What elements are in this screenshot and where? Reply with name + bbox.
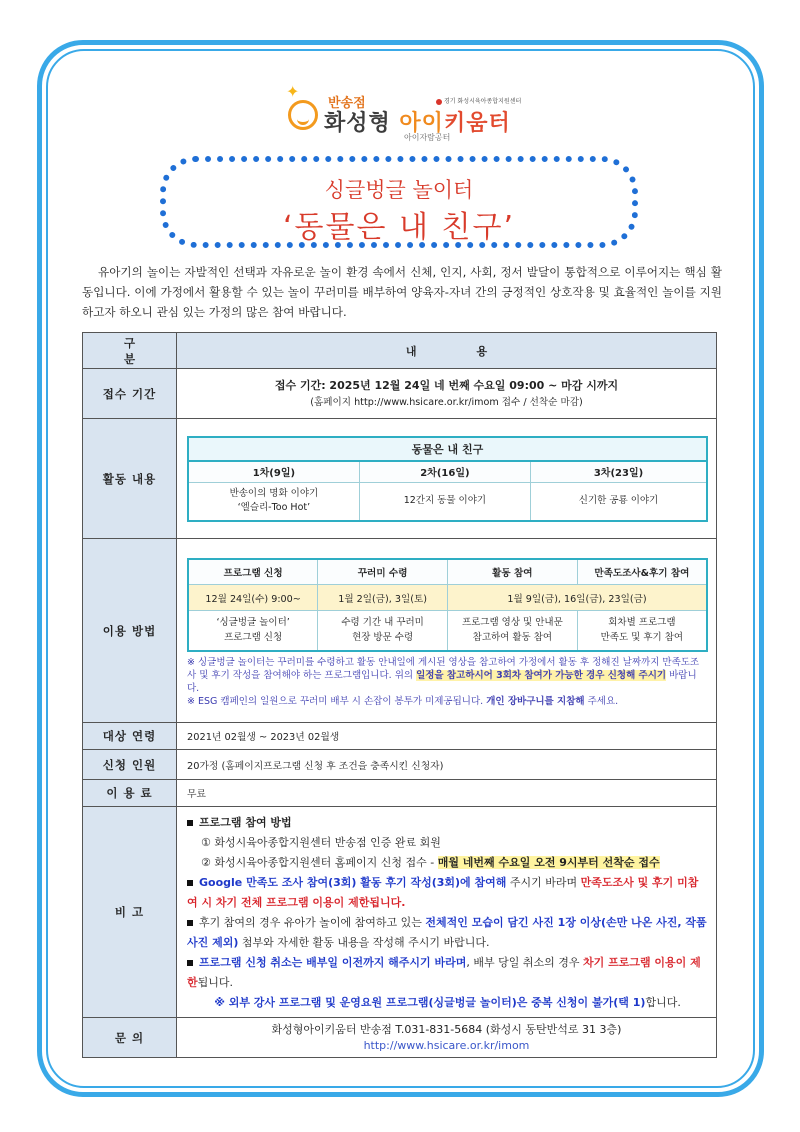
intro-paragraph: [82, 262, 722, 322]
remark-1-2-a: ② 화성시육아종합지원센터 홈페이지 신청 접수 -: [201, 856, 438, 869]
fee-row: [83, 780, 717, 807]
remark-1-2: [187, 853, 708, 873]
remark-5: [187, 993, 708, 1013]
usage-desc-4-b: 만족도 및 후기 참여: [600, 632, 684, 644]
activity-cell-1: [188, 483, 359, 521]
usage-desc-3-a: 프로그램 영상 및 안내문: [461, 617, 563, 629]
remark-4-b: , 배부 당일 취소의 경우: [466, 956, 583, 969]
title-big: ‘동물은 내 친구’: [282, 210, 516, 245]
table-header-row: [83, 333, 717, 369]
usage-desc-3-b: 참고하여 활동 참여: [472, 632, 553, 644]
age-label: 대상 연령: [83, 723, 177, 750]
logo-main-o1: 아이: [399, 111, 444, 136]
remark-4-d: 됩니다.: [197, 976, 234, 989]
usage-content: [177, 539, 717, 723]
usage-desc-2-b: 현장 방문 수령: [352, 632, 414, 644]
reception-row: [83, 369, 717, 419]
smile-logo-icon: [288, 100, 318, 130]
intro-text: 유아기의 놀이는 자발적인 선택과 자유로운 놀이 환경 속에서 신체, 인지, 사회, 정서 발달이 통합적으로 이루어지는 핵심 활동입니다. 이에 가정에서 활용할 수 있는 놀이 꾸러미를 배부하여 양육자-자녀 간의 긍정적인 상호작용 및 효율적인 놀이를 지원하고자 하오니 관심 있는 가정의 많은 참여 바랍니다.: [82, 265, 722, 319]
bullet-icon: [187, 920, 193, 926]
fee-label: 이 용 료: [83, 780, 177, 807]
remark-4: [187, 953, 708, 993]
contact-line1: 화성형아이키움터 반송점 T.031-831-5684 (화성시 동탄반석로 31 3층): [271, 1022, 622, 1036]
usage-date-2: 1월 2일(금), 3일(토): [318, 585, 448, 611]
org-dot-icon: [436, 99, 442, 105]
usage-desc-4-a: 회차별 프로그램: [608, 617, 676, 629]
usage-note-2-a: ※ ESG 캠페인의 일원으로 꾸러미 배부 시 손잡이 봉투가 미제공됩니다.: [187, 695, 487, 707]
remark-3-c: 첨부와 자세한 활동 내용을 작성해 주시기 바랍니다.: [238, 936, 490, 949]
usage-note-1: [187, 652, 708, 695]
remark-1-text: 프로그램 참여 방법: [199, 816, 292, 829]
logo-main-o2: 키움터: [443, 111, 511, 136]
activity-title: 동물은 내 친구: [188, 437, 707, 461]
activity-cell-1-line1: 반송이의 명화 이야기: [229, 488, 319, 500]
info-table: [82, 332, 717, 1058]
remark-2-c: 만족도조사 및 후기 미참여 시 차기 전체 프로그램 이용이 제한됩니다.: [187, 876, 699, 909]
usage-note-2-b: 개인 장바구니를 지참해: [486, 695, 585, 707]
activity-col-1: 1차(9일): [188, 461, 359, 483]
contact-row: [83, 1018, 717, 1058]
logo-branch: 반송점: [328, 96, 366, 111]
activity-col-3: 3차(23일): [531, 461, 707, 483]
logo: [286, 82, 526, 142]
remark-3: [187, 913, 708, 953]
header-content: 내용: [177, 333, 717, 369]
usage-head-1: 프로그램 신청: [188, 559, 318, 585]
usage-table: [187, 558, 708, 652]
capacity-row: [83, 750, 717, 780]
age-value: 2021년 02월생 ~ 2023년 02월생: [177, 723, 717, 750]
capacity-value: 20가정 (홈페이지프로그램 신청 후 조건을 충족시킨 신청자): [177, 750, 717, 780]
usage-note-1-a: ※ 싱글벙글 놀이터는 꾸러미를 수령하고 활동 안내일에 게시된 영상을 참고하여 가정에서 활동 후 정해진 날짜까지 만족도조사 및 후기 작성을 참여해야 하는 프로그램입니다. 위의: [187, 656, 700, 681]
activity-table: [187, 436, 708, 522]
remark-5-a: ※ 외부 강사 프로그램 및 운영요원 프로그램(싱글벙글 놀이터)은 중복 신청이 불가(택 1): [214, 996, 646, 1009]
usage-note-1-c: 바랍니다.: [187, 669, 697, 694]
remarks-content: [177, 807, 717, 1018]
usage-desc-2: [318, 611, 448, 651]
remark-5-b: 합니다.: [645, 996, 681, 1009]
remark-1-1: ① 화성시육아종합지원센터 반송점 인증 완료 회원: [201, 836, 441, 849]
logo-sub: 아이자람공터: [404, 133, 451, 142]
title-box: [160, 156, 638, 248]
usage-label: 이용 방법: [83, 539, 177, 723]
remarks-row: [83, 807, 717, 1018]
logo-org-text: 경기 화성시육아종합지원센터: [444, 98, 522, 105]
usage-desc-1-b: 프로그램 신청: [224, 632, 283, 644]
activity-cell-2: 12간지 동물 이야기: [359, 483, 530, 521]
age-row: [83, 723, 717, 750]
header-label: 구분: [83, 333, 177, 369]
usage-note-2: [187, 695, 708, 708]
contact-link[interactable]: http://www.hsicare.or.kr/imom: [363, 1038, 530, 1052]
remark-4-a: 프로그램 신청 취소는 배부일 이전까지 해주시기 바라며: [199, 956, 467, 969]
usage-desc-3: [448, 611, 578, 651]
usage-desc-1: [188, 611, 318, 651]
remark-2-a: Google 만족도 조사 참여(3회) 활동 후기 작성(3회)에 참여해: [199, 876, 507, 889]
fee-value: 무료: [177, 780, 717, 807]
logo-org: [436, 96, 521, 105]
activity-row: [83, 419, 717, 539]
bullet-icon: [187, 960, 193, 966]
usage-desc-1-a: ‘싱글벙글 놀이터’: [216, 617, 290, 629]
reception-label: 접수 기간: [83, 369, 177, 419]
usage-date-3: 1월 9일(금), 16일(금), 23일(금): [448, 585, 708, 611]
activity-cell-3: 신기한 공룡 이야기: [531, 483, 707, 521]
usage-note-2-c: 주세요.: [584, 695, 619, 707]
remark-4-c: 차기 프로그램 이용이 제한: [187, 956, 701, 989]
remark-2-b: 주시기 바라며: [506, 876, 581, 889]
remark-2: [187, 873, 708, 913]
title-small: 싱글벙글 놀이터: [324, 178, 474, 202]
bullet-icon: [187, 880, 193, 886]
usage-desc-4: [577, 611, 707, 651]
remarks-label: 비 고: [83, 807, 177, 1018]
reception-line2: (홈페이지 http://www.hsicare.or.kr/imom 접수 / 선착순 마감): [310, 396, 583, 408]
remark-3-b: 전체적인 모습이 담긴 사진 1장 이상(손만 나온 사진, 작품 사진 제외): [187, 916, 707, 949]
reception-content: [177, 369, 717, 419]
activity-col-2: 2차(16일): [359, 461, 530, 483]
usage-head-2: 꾸러미 수령: [318, 559, 448, 585]
usage-desc-2-a: 수령 기간 내 꾸러미: [341, 617, 424, 629]
remark-1-2-b: 매월 네번째 수요일 오전 9시부터 선착순 접수: [437, 856, 660, 869]
remark-1: [187, 813, 708, 833]
usage-note-1-b: 일정을 참고하시어 3회차 참여가 가능한 경우 신청해 주시기: [416, 669, 667, 681]
remark-3-a: 후기 참여의 경우 유아가 놀이에 참여하고 있는: [199, 916, 426, 929]
logo-main-prefix: 화성형: [324, 111, 400, 136]
reception-line1: 접수 기간: 2025년 12월 24일 네 번째 수요일 09:00 ~ 마감 시까지: [274, 378, 619, 392]
usage-date-1: 12월 24일(수) 9:00~: [188, 585, 318, 611]
contact-label: 문 의: [83, 1018, 177, 1058]
contact-content: [177, 1018, 717, 1058]
activity-content: [177, 419, 717, 539]
star-icon: ✦: [286, 82, 300, 101]
activity-cell-1-line2: ‘엘슬리-Too Hot’: [237, 502, 311, 514]
usage-head-4: 만족도조사&후기 참여: [577, 559, 707, 585]
usage-head-3: 활동 참여: [448, 559, 578, 585]
activity-label: 활동 내용: [83, 419, 177, 539]
capacity-label: 신청 인원: [83, 750, 177, 780]
bullet-icon: [187, 820, 193, 826]
usage-row: [83, 539, 717, 723]
